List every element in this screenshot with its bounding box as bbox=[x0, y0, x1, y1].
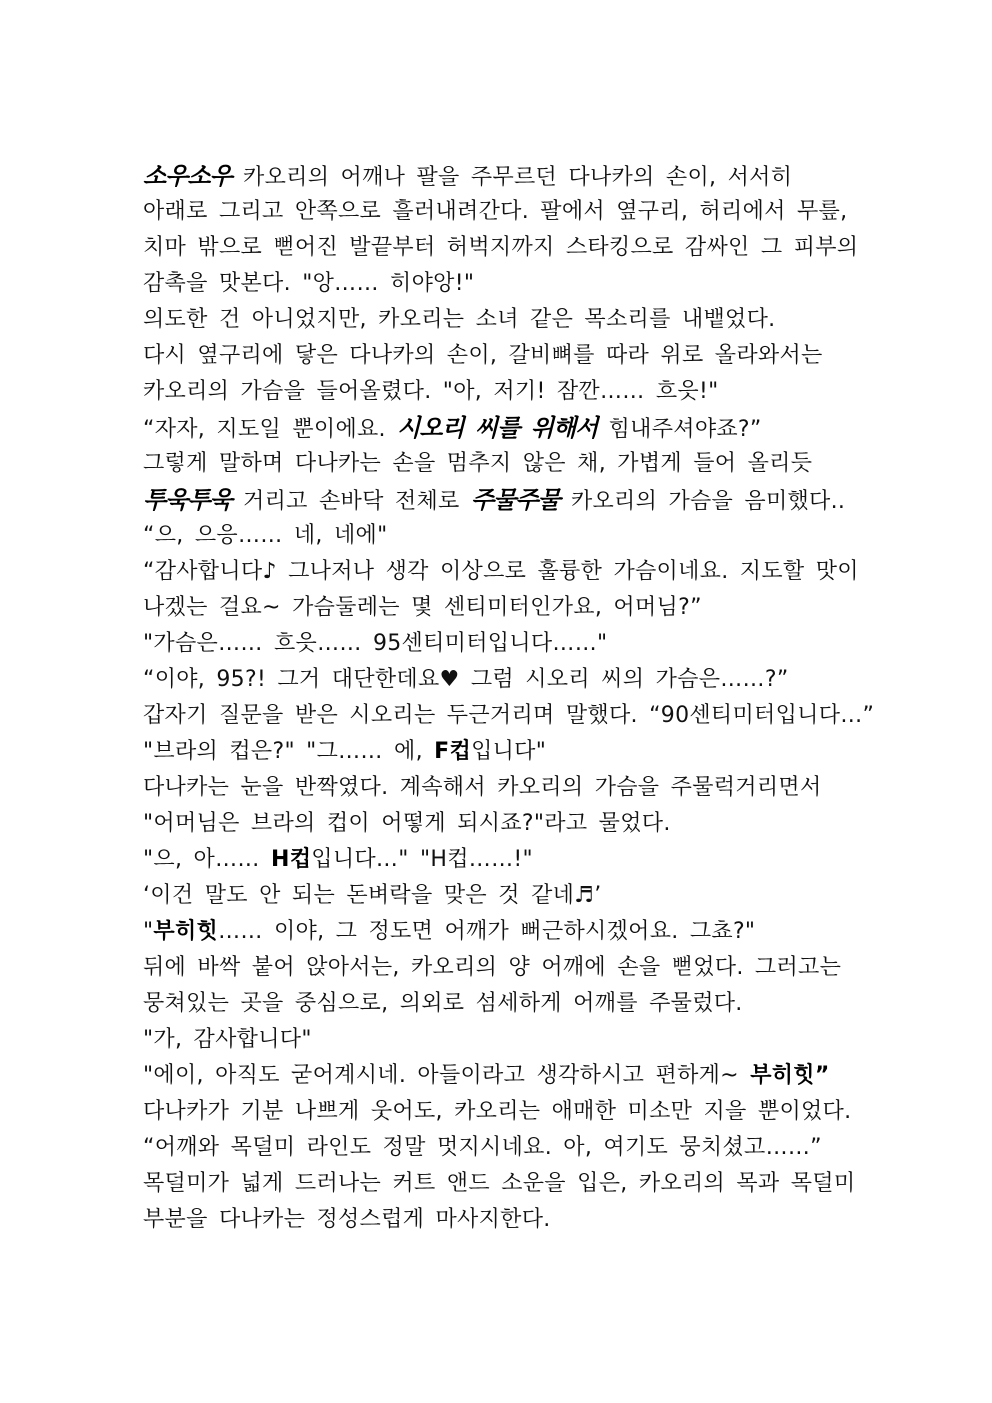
body-text: "에이, 아직도 굳어계시네. 아들이라고 생각하시고 편하게~ bbox=[143, 1063, 751, 1088]
text-line bbox=[143, 410, 855, 446]
body-text: 뒤에 바싹 붙어 앉아서는, 카오리의 양 어깨에 손을 뻗었다. 그러고는 bbox=[143, 955, 842, 980]
text-line bbox=[143, 230, 859, 266]
body-text: 치마 밖으로 뻗어진 발끝부터 허벅지까지 스타킹으로 감싸인 그 피부의 bbox=[143, 235, 859, 260]
body-text: "가, 감사합니다" bbox=[143, 1027, 312, 1052]
bold-text: F컵 bbox=[434, 739, 472, 764]
text-line bbox=[143, 842, 855, 878]
emphasized-onomatopoeia: 주물주물 bbox=[470, 486, 560, 514]
text-line bbox=[143, 590, 855, 626]
body-text: 다나카는 눈을 반짝였다. 계속해서 카오리의 가슴을 주물럭거리면서 bbox=[143, 775, 822, 800]
text-line bbox=[143, 338, 855, 374]
text-line bbox=[143, 374, 855, 410]
body-text: "가슴은…… 흐읏…… 95센티미터입니다……" bbox=[143, 631, 608, 656]
body-text: 카오리의 어깨나 팔을 주무르던 다나카의 손이, 서서히 bbox=[231, 165, 793, 190]
text-line bbox=[143, 1166, 855, 1202]
body-text: 입니다" bbox=[471, 739, 547, 764]
body-text: 다시 옆구리에 닿은 다나카의 손이, 갈비뼈를 따라 위로 올라와서는 bbox=[143, 343, 823, 368]
body-text: “어깨와 목덜미 라인도 정말 멋지시네요. 아, 여기도 뭉치셨고……” bbox=[143, 1135, 822, 1160]
bold-text: 부히힛” bbox=[750, 1063, 830, 1088]
body-text: 다나카가 기분 나쁘게 웃어도, 카오리는 애매한 미소만 지을 뿐이었다. bbox=[143, 1099, 852, 1124]
text-line bbox=[143, 950, 855, 986]
text-line bbox=[143, 446, 855, 482]
text-line bbox=[143, 158, 855, 194]
emphasized-onomatopoeia: 시오리 씨를 위해서 bbox=[397, 414, 598, 442]
body-text: 목덜미가 넓게 드러나는 커트 앤드 소운을 입은, 카오리의 목과 목덜미 bbox=[143, 1171, 856, 1196]
text-line bbox=[143, 986, 855, 1022]
body-text: 아래로 그리고 안쪽으로 흘러내려간다. 팔에서 옆구리, 허리에서 무릎, bbox=[143, 199, 848, 224]
body-text: ‘이건 말도 안 되는 돈벼락을 맞은 것 같네♬’ bbox=[143, 883, 602, 908]
body-text: 카오리의 가슴을 들어올렸다. "아, 저기! 잠깐…… 흐읏!" bbox=[143, 379, 719, 404]
text-line bbox=[143, 302, 855, 338]
emphasized-onomatopoeia: 소우소우 bbox=[143, 162, 232, 190]
text-line bbox=[143, 518, 855, 554]
body-text: “으, 으응…… 네, 네에" bbox=[143, 523, 388, 548]
text-line bbox=[143, 482, 855, 518]
text-line bbox=[143, 1094, 855, 1130]
text-line bbox=[143, 194, 855, 230]
text-line bbox=[143, 266, 855, 302]
body-text: 카오리의 가슴을 음미했다.. bbox=[559, 489, 846, 514]
text-line bbox=[143, 806, 855, 842]
body-text: 감촉을 맛본다. "앙…… 히야앙!" bbox=[143, 271, 475, 296]
body-text: "브라의 컵은?" "그…… 에, bbox=[143, 739, 435, 764]
emphasized-onomatopoeia: 투욱투욱 bbox=[143, 486, 232, 514]
body-text: "어머님은 브라의 컵이 어떻게 되시죠?"라고 물었다. bbox=[143, 811, 671, 836]
body-text: 갑자기 질문을 받은 시오리는 두근거리며 말했다. “90센티미터입니다…” bbox=[143, 703, 875, 728]
text-line bbox=[143, 1058, 855, 1094]
body-text: 힘내주셔야죠?” bbox=[597, 417, 762, 442]
text-line bbox=[143, 662, 855, 698]
body-text: 부분을 다나카는 정성스럽게 마사지한다. bbox=[143, 1207, 551, 1232]
body-text: "으, 아…… bbox=[143, 847, 272, 872]
bold-text: H컵 bbox=[271, 847, 312, 872]
body-text: 의도한 건 아니었지만, 카오리는 소녀 같은 목소리를 내뱉었다. bbox=[143, 307, 776, 332]
text-line bbox=[143, 734, 855, 770]
body-text: “이야, 95?! 그거 대단한데요♥ 그럼 시오리 씨의 가슴은……?” bbox=[143, 667, 789, 692]
body-text: 그렇게 말하며 다나카는 손을 멈추지 않은 채, 가볍게 들어 올리듯 bbox=[143, 451, 813, 476]
text-line bbox=[143, 878, 855, 914]
text-line bbox=[143, 1022, 855, 1058]
body-text: " bbox=[143, 919, 154, 944]
body-text: 뭉쳐있는 곳을 중심으로, 의외로 섬세하게 어깨를 주물렀다. bbox=[143, 991, 743, 1016]
text-line bbox=[143, 1202, 855, 1238]
text-line bbox=[143, 914, 855, 950]
text-line bbox=[143, 698, 875, 734]
text-line bbox=[143, 554, 859, 590]
bold-text: 부히힛 bbox=[153, 919, 219, 944]
body-text: “감사합니다♪ 그나저나 생각 이상으로 훌륭한 가슴이네요. 지도할 맛이 bbox=[143, 559, 859, 584]
text-line bbox=[143, 626, 855, 662]
body-text: 입니다…" "H컵……!" bbox=[311, 847, 533, 872]
body-text: 나겠는 걸요~ 가슴둘레는 몇 센티미터인가요, 어머님?” bbox=[143, 595, 702, 620]
body-text: …… 이야, 그 정도면 어깨가 뻐근하시겠어요. 그쵸?" bbox=[218, 919, 756, 944]
body-text: 거리고 손바닥 전체로 bbox=[231, 489, 471, 514]
text-line bbox=[143, 770, 855, 806]
text-line bbox=[143, 1130, 855, 1166]
body-text: “자자, 지도일 뿐이에요. bbox=[143, 417, 398, 442]
document-page bbox=[143, 158, 875, 1238]
